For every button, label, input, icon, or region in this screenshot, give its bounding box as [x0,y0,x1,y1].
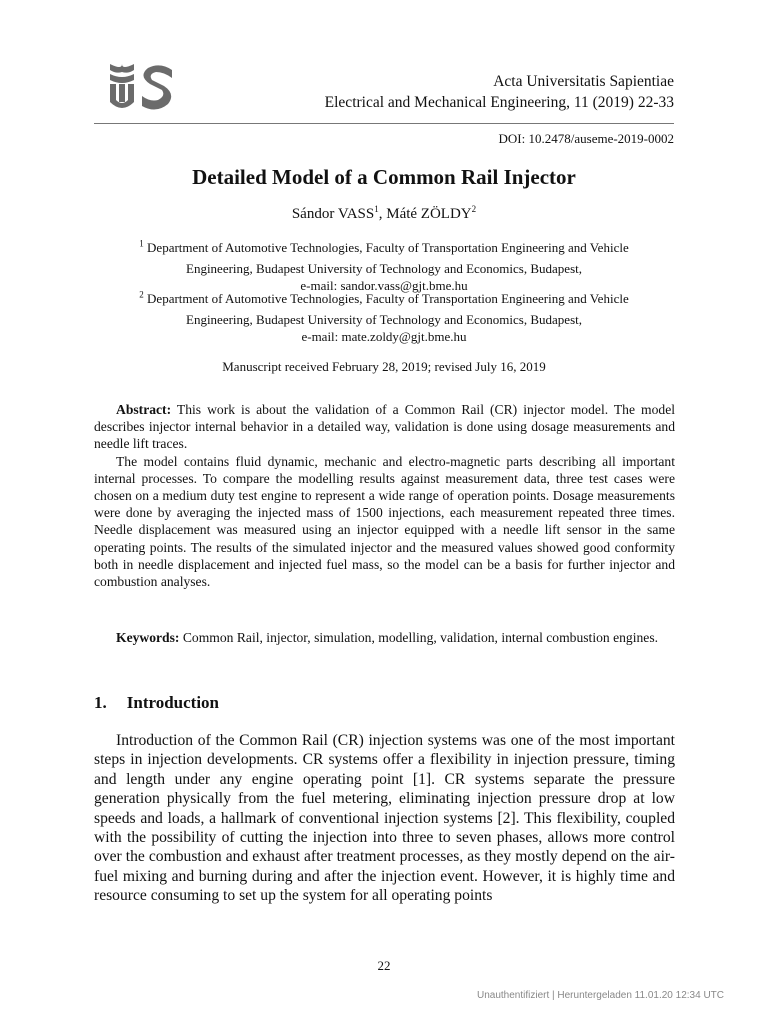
affiliation-1-line2: Engineering, Budapest University of Technology and Economics, Budapest, [186,261,582,276]
keywords-text: Common Rail, injector, simulation, modelling, validation, internal combustion engines. [182,630,659,645]
abstract [94,401,675,590]
header-rule [94,123,674,124]
page-number: 22 [377,958,391,973]
keywords-label: Keywords: [116,630,180,645]
introduction-text: Introduction of the Common Rail (CR) injection systems was one of the most important steps in injection developments. CR systems offer a flexibility in injection pressure, timing and length under any engine operating point [1]. CR systems separate the pressure generation physically from the fuel metering, eliminating injection pressure drop at low speeds and loads, a hallmark of conventional injection systems [2]. This flexibility, coupled with the possibility of cutting the injection into three to seven phases, allows more control over the combustion and exhaust after treatment processes, as they mostly depend on the air-fuel mixing and burning during and after the injection event. However, it is highly time and resource consuming to set up the system for all operating points [94,732,675,905]
keywords [94,629,675,646]
section-number: 1. [94,693,107,712]
affiliation-1-sup: 1 [139,238,144,249]
author-1-sup: 1 [374,204,379,214]
journal-name: Acta Universitatis Sapientiae [493,73,674,90]
manuscript-received: Manuscript received February 28, 2019; revised July 16, 2019 [222,359,546,374]
journal-logo [108,62,174,110]
affiliation-1-line1: Department of Automotive Technologies, Faculty of Transportation Engineering and Vehicle [147,240,629,255]
author-2: Máté ZÖLDY [386,206,472,222]
author-separator: , [378,206,387,222]
abstract-paragraph-1: This work is about the validation of a Common Rail (CR) injector model. The model describes injector internal behavior in a detailed way, validation is done using dosage measurements and needle lift traces. [94,402,676,452]
affiliation-2-sup: 2 [139,289,144,300]
abstract-label: Abstract: [116,402,172,417]
paper-title: Detailed Model of a Common Rail Injector [192,165,576,189]
doi: DOI: 10.2478/auseme-2019-0002 [498,131,674,146]
author-2-sup: 2 [471,204,477,214]
abstract-paragraph-2: The model contains fluid dynamic, mechanic and electro-magnetic parts describing all important internal processes. To compare the modelling results against measurement data, three test cases were chosen on a medium duty test engine to represent a wide range of operation points. Dosage measurements were done by averaging the injected mass of 1500 injections, each measurement repeated three times. Needle displacement was measured using an injector equipped with a needle lift sensor in the same operating points. The results of the simulated injector and the measured values showed good conformity both in needle displacement and injected fuel mass, so the model can be a basis for further injector and combustion analyses. [94,453,675,590]
author-1: Sándor VASS [291,206,375,222]
download-footer: Unauthentifiziert | Heruntergeladen 11.01.20 12:34 UTC [476,990,724,1001]
affiliation-1 [94,239,674,294]
section-heading [94,693,219,713]
affiliation-2-line1: Department of Automotive Technologies, Faculty of Transportation Engineering and Vehicle [147,291,629,306]
affiliation-2 [94,290,674,345]
authors [94,206,674,223]
journal-series: Electrical and Mechanical Engineering, 11 (2019) 22-33 [324,94,674,111]
affiliation-2-email: e-mail: mate.zoldy@gjt.bme.hu [301,329,467,344]
affiliation-1-email: e-mail: sandor.vass@gjt.bme.hu [300,278,468,293]
affiliation-2-line2: Engineering, Budapest University of Technology and Economics, Budapest, [186,312,582,327]
section-title: Introduction [126,693,220,712]
